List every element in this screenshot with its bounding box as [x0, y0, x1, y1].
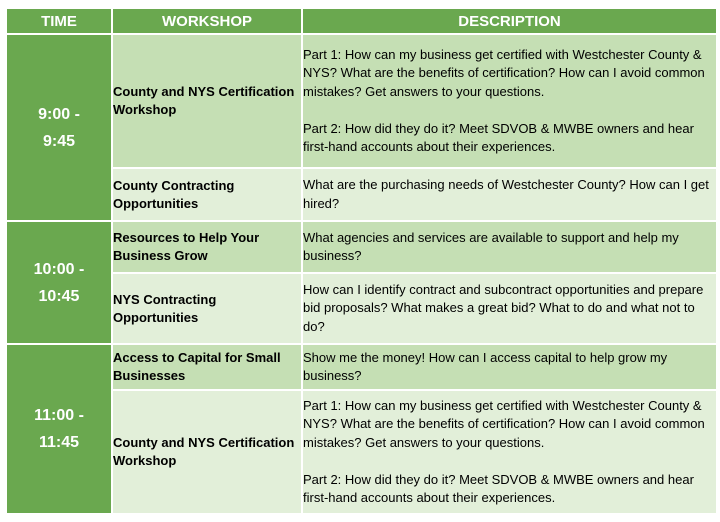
time-end: 11:45 [38, 434, 80, 451]
time-slot-cell [6, 221, 112, 344]
header-time: TIME [6, 8, 112, 34]
workshop-description: Show me the money! How can I access capital to help grow my business? [302, 344, 717, 390]
time-start: 11:00 - [34, 407, 84, 424]
table-row [6, 273, 717, 344]
time-end: 10:45 [38, 287, 80, 305]
workshop-description [302, 390, 717, 514]
table-row [6, 34, 717, 168]
header-row [6, 8, 717, 34]
header-description: DESCRIPTION [302, 8, 717, 34]
table-row [6, 390, 717, 514]
table-row [6, 221, 717, 273]
workshop-title: County Contracting Opportunities [112, 168, 302, 221]
workshop-description: What are the purchasing needs of Westchester County? How can I get hired? [302, 168, 717, 221]
description-part2: Part 2: How did they do it? Meet SDVOB & MWBE owners and hear first-hand accounts about their experiences. [303, 471, 694, 505]
table-row [6, 168, 717, 221]
workshop-title: County and NYS Certification Workshop [112, 390, 302, 514]
time-slot-cell [6, 344, 112, 514]
workshop-description: How can I identify contract and subcontract opportunities and prepare bid proposals? What makes a great bid? What to do and what not to do? [302, 273, 717, 344]
workshop-description [302, 34, 717, 168]
time-start: 10:00 - [33, 260, 85, 278]
workshop-title: County and NYS Certification Workshop [112, 34, 302, 168]
time-start: 9:00 - [38, 105, 80, 123]
workshop-title: Resources to Help Your Business Grow [112, 221, 302, 273]
workshop-title: Access to Capital for Small Businesses [112, 344, 302, 390]
time-slot-cell [6, 34, 112, 221]
schedule-table [5, 7, 718, 515]
workshop-description: What agencies and services are available to support and help my business? [302, 221, 717, 273]
table-row [6, 344, 717, 390]
header-workshop: WORKSHOP [112, 8, 302, 34]
time-end: 9:45 [42, 132, 76, 150]
workshop-title: NYS Contracting Opportunities [112, 273, 302, 344]
description-part1: Part 1: How can my business get certified with Westchester County & NYS? What are the benefits of certification? How can I avoid common mistakes? Get answers to your questions. [303, 46, 705, 99]
description-part2: Part 2: How did they do it? Meet SDVOB & MWBE owners and hear first-hand accounts about their experiences. [303, 120, 694, 154]
description-part1: Part 1: How can my business get certified with Westchester County & NYS? What are the benefits of certification? How can I avoid common mistakes? Get answers to your questions. [303, 397, 705, 450]
